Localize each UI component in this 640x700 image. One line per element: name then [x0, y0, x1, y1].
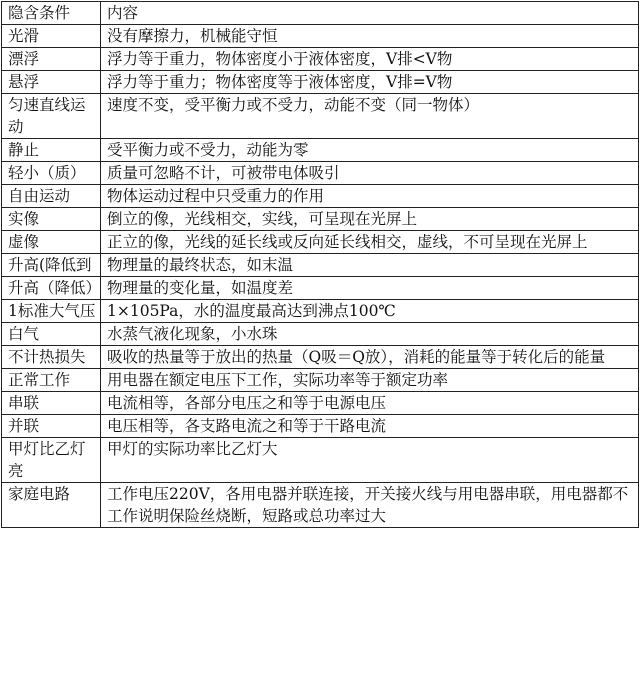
- condition-cell: 并联: [2, 415, 101, 438]
- header-content: 内容: [101, 2, 639, 25]
- table-row: [2, 415, 639, 438]
- table-row: [2, 139, 639, 162]
- content-cell: 电流相等，各部分电压之和等于电源电压: [101, 392, 639, 415]
- condition-cell: 甲灯比乙灯亮: [2, 438, 101, 483]
- table-body: [2, 2, 639, 528]
- table-row: [2, 48, 639, 71]
- condition-cell: 悬浮: [2, 71, 101, 94]
- table-row: [2, 71, 639, 94]
- table-row: [2, 277, 639, 300]
- content-cell: 速度不变，受平衡力或不受力，动能不变（同一物体）: [101, 94, 639, 139]
- table-row: [2, 438, 639, 483]
- table-row: [2, 208, 639, 231]
- table-header-row: [2, 2, 639, 25]
- table-row: [2, 231, 639, 254]
- hidden-conditions-table: [1, 1, 639, 528]
- condition-cell: 白气: [2, 323, 101, 346]
- content-cell: 物理量的最终状态，如末温: [101, 254, 639, 277]
- condition-cell: 不计热损失: [2, 346, 101, 369]
- condition-cell: 升高（降低）: [2, 277, 101, 300]
- condition-cell: 升高(降低到: [2, 254, 101, 277]
- condition-cell: 匀速直线运动: [2, 94, 101, 139]
- content-cell: 工作电压220V，各用电器并联连接，开关接火线与用电器串联，用电器都不工作说明保险丝烧断，短路或总功率过大: [101, 483, 639, 528]
- content-cell: 甲灯的实际功率比乙灯大: [101, 438, 639, 483]
- table-row: [2, 162, 639, 185]
- condition-cell: 正常工作: [2, 369, 101, 392]
- table-row: [2, 254, 639, 277]
- content-cell: 没有摩擦力，机械能守恒: [101, 25, 639, 48]
- condition-cell: 自由运动: [2, 185, 101, 208]
- content-cell: 倒立的像，光线相交，实线，可呈现在光屏上: [101, 208, 639, 231]
- content-cell: 浮力等于重力；物体密度等于液体密度，V排=V物: [101, 71, 639, 94]
- content-cell: 水蒸气液化现象，小水珠: [101, 323, 639, 346]
- condition-cell: 静止: [2, 139, 101, 162]
- content-cell: 用电器在额定电压下工作，实际功率等于额定功率: [101, 369, 639, 392]
- table-row: [2, 323, 639, 346]
- content-cell: 电压相等，各支路电流之和等于干路电流: [101, 415, 639, 438]
- table-row: [2, 346, 639, 369]
- condition-cell: 串联: [2, 392, 101, 415]
- condition-cell: 实像: [2, 208, 101, 231]
- content-cell: 受平衡力或不受力，动能为零: [101, 139, 639, 162]
- condition-cell: 1标准大气压: [2, 300, 101, 323]
- content-cell: 吸收的热量等于放出的热量（Q吸＝Q放），消耗的能量等于转化后的能量: [101, 346, 639, 369]
- condition-cell: 光滑: [2, 25, 101, 48]
- table-row: [2, 483, 639, 528]
- content-cell: 正立的像，光线的延长线或反向延长线相交，虚线，不可呈现在光屏上: [101, 231, 639, 254]
- table-row: [2, 94, 639, 139]
- header-condition: 隐含条件: [2, 2, 101, 25]
- table-row: [2, 25, 639, 48]
- content-cell: 1×105Pa，水的温度最高达到沸点100℃: [101, 300, 639, 323]
- table-row: [2, 369, 639, 392]
- content-cell: 物体运动过程中只受重力的作用: [101, 185, 639, 208]
- content-cell: 浮力等于重力，物体密度小于液体密度，V排<V物: [101, 48, 639, 71]
- table-row: [2, 392, 639, 415]
- condition-cell: 轻小（质）: [2, 162, 101, 185]
- content-cell: 质量可忽略不计，可被带电体吸引: [101, 162, 639, 185]
- content-cell: 物理量的变化量，如温度差: [101, 277, 639, 300]
- table-row: [2, 185, 639, 208]
- condition-cell: 虚像: [2, 231, 101, 254]
- condition-cell: 漂浮: [2, 48, 101, 71]
- table-row: [2, 300, 639, 323]
- condition-cell: 家庭电路: [2, 483, 101, 528]
